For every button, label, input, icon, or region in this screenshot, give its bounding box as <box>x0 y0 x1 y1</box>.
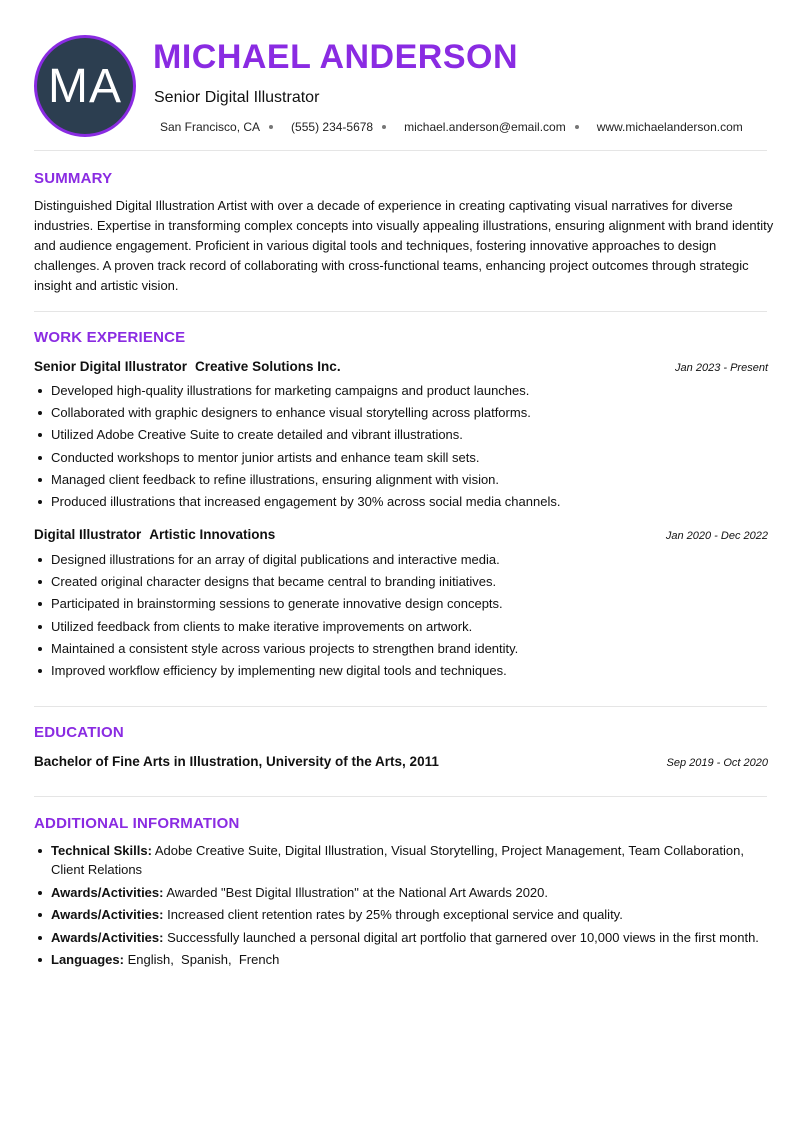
section-title-education: EDUCATION <box>34 724 124 741</box>
list-item <box>34 928 768 947</box>
contact-email[interactable]: michael.anderson@email.com <box>404 120 566 134</box>
job-header <box>34 526 768 544</box>
education-dates: Sep 2019 - Oct 2020 <box>666 757 768 769</box>
job-company: Creative Solutions Inc. <box>195 359 341 374</box>
resume-header <box>0 0 800 150</box>
contact-location: San Francisco, CA <box>160 120 261 134</box>
divider <box>34 706 767 707</box>
list-item: Improved workflow efficiency by implementing new digital tools and techniques. <box>34 660 768 682</box>
section-title-summary: SUMMARY <box>34 170 113 187</box>
candidate-title: Senior Digital Illustrator <box>154 89 320 106</box>
list-item: Collaborated with graphic designers to enhance visual storytelling across platforms. <box>34 402 768 424</box>
job-dates: Jan 2020 - Dec 2022 <box>665 530 768 542</box>
avatar-initials: MA <box>48 59 122 113</box>
education-degree: Bachelor of Fine Arts in Illustration, University of the Arts, 2011 <box>34 754 439 769</box>
candidate-name: MICHAEL ANDERSON <box>153 38 519 76</box>
item-text: English, Spanish, French <box>123 952 280 967</box>
item-label: Awards/Activities: <box>51 907 164 922</box>
list-item: Utilized Adobe Creative Suite to create detailed and vibrant illustrations. <box>34 424 768 446</box>
separator-dot-icon <box>269 125 273 129</box>
list-item: Conducted workshops to mentor junior artists and enhance team skill sets. <box>34 447 768 469</box>
list-item <box>34 841 768 879</box>
list-item: Created original character designs that became central to branding initiatives. <box>34 571 768 593</box>
list-item: Maintained a consistent style across various projects to strengthen brand identity. <box>34 638 768 660</box>
item-text: Adobe Creative Suite, Digital Illustration, Visual Storytelling, Project Management, Team Collaboration, Client Relations <box>51 843 744 877</box>
list-item: Utilized feedback from clients to make iterative improvements on artwork. <box>34 616 768 638</box>
item-text: Successfully launched a personal digital art portfolio that garnered over 10,000 views in the first month. <box>163 929 759 945</box>
item-label: Languages: <box>51 952 124 967</box>
job-bullets <box>34 380 768 513</box>
list-item: Produced illustrations that increased engagement by 30% across social media channels. <box>34 491 768 513</box>
education-entry <box>34 754 768 769</box>
job-company: Artistic Innovations <box>149 527 276 542</box>
job-bullets <box>34 549 768 682</box>
divider <box>34 150 767 151</box>
item-label: Awards/Activities: <box>51 929 164 945</box>
section-title-work-experience: WORK EXPERIENCE <box>34 329 186 346</box>
separator-dot-icon <box>382 125 386 129</box>
list-item <box>34 883 768 902</box>
list-item: Developed high-quality illustrations for marketing campaigns and product launches. <box>34 380 768 402</box>
contact-phone: (555) 234-5678 <box>291 120 374 134</box>
item-label: Technical Skills: <box>51 843 152 858</box>
contact-website[interactable]: www.michaelanderson.com <box>596 120 743 134</box>
section-title-additional-information: ADDITIONAL INFORMATION <box>34 815 240 832</box>
item-text: Awarded "Best Digital Illustration" at the National Art Awards 2020. <box>163 884 548 900</box>
contact-line <box>160 120 743 134</box>
list-item: Designed illustrations for an array of digital publications and interactive media. <box>34 549 768 571</box>
list-item: Participated in brainstorming sessions to generate innovative design concepts. <box>34 593 768 615</box>
job-role: Senior Digital Illustrator <box>34 359 188 374</box>
job-role: Digital Illustrator <box>34 527 142 542</box>
separator-dot-icon <box>575 125 579 129</box>
item-text: Increased client retention rates by 25% through exceptional service and quality. <box>163 907 623 922</box>
divider <box>34 796 767 797</box>
item-label: Awards/Activities: <box>51 884 164 900</box>
divider <box>34 311 767 312</box>
summary-text: Distinguished Digital Illustration Artist with over a decade of experience in creating captivating visual narratives for diverse industries. Expertise in transforming complex concepts into visually appealing illustrations, ensuring alignment with brand identity and audience engagement. Proficient in various digital tools and techniques, fostering innovative approaches to design challenges. A proven track record of collaborating with cross-functional teams, enhancing project outcomes through strategic insight and artistic vision. <box>34 198 774 293</box>
job-dates: Jan 2023 - Present <box>675 362 768 374</box>
job-header <box>34 358 768 376</box>
additional-info-list <box>34 841 768 973</box>
list-item: Managed client feedback to refine illustrations, ensuring alignment with vision. <box>34 469 768 491</box>
avatar <box>34 35 136 137</box>
list-item <box>34 905 768 924</box>
list-item <box>34 950 768 969</box>
